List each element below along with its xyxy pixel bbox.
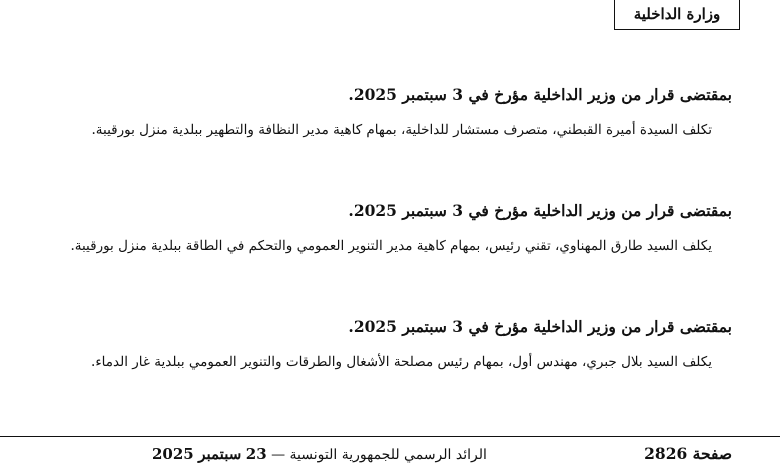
ministry-label: وزارة الداخلية	[633, 4, 721, 23]
issue-year: 2025	[152, 445, 194, 463]
decision-text: تكلف السيدة أميرة القبطني، متصرف مستشار للداخلية، بمهام كاهية مدير النظافة والتطهير ببلدية منزل بورقيبة.	[91, 122, 712, 138]
decision-block	[20, 316, 732, 372]
page-number: 2826	[644, 444, 688, 463]
decision-block	[20, 200, 732, 256]
footer-divider	[0, 436, 780, 437]
decision-block	[20, 84, 732, 140]
journal-title	[152, 445, 487, 463]
page-label-word: صفحة	[692, 444, 732, 463]
decision-text: يكلف السيد طارق المهناوي، تقني رئيس، بمهام كاهية مدير التنوير العمومي والتحكم في الطاقة ببلدية منزل بورقيبة.	[70, 238, 712, 254]
ministry-label-box	[614, 0, 740, 30]
issue-day: 23	[245, 445, 267, 463]
journal-name: الرائد الرسمي للجمهورية التونسية	[289, 447, 487, 463]
decision-text: يكلف السيد بلال جبري، مهندس أول، بمهام رئيس مصلحة الأشغال والطرقات والتنوير العمومي ببلدية غار الدماء.	[91, 354, 712, 370]
footer-dash: —	[271, 447, 286, 463]
decision-heading: بمقتضى قرار من وزير الداخلية مؤرخ في 3 سبتمبر 2025.	[348, 85, 732, 104]
page-number-label	[644, 444, 732, 463]
page-footer	[0, 442, 780, 468]
decision-heading: بمقتضى قرار من وزير الداخلية مؤرخ في 3 سبتمبر 2025.	[348, 317, 732, 336]
issue-month: سبتمبر	[198, 445, 242, 463]
decision-heading: بمقتضى قرار من وزير الداخلية مؤرخ في 3 سبتمبر 2025.	[348, 201, 732, 220]
